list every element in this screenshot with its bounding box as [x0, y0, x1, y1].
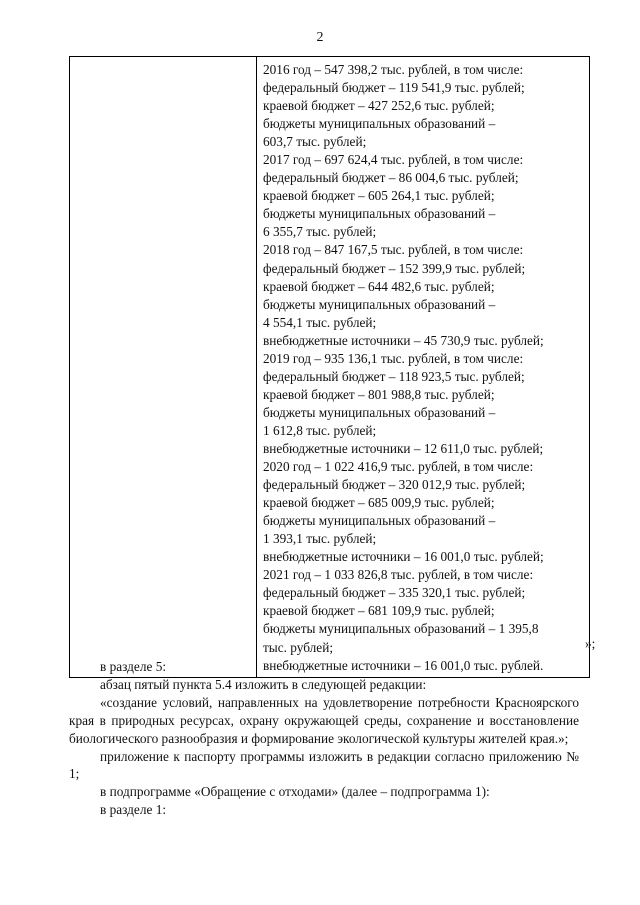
funding-line: 2020 год – 1 022 416,9 тыс. рублей, в том числе: — [263, 459, 534, 475]
subprogram-instruction: в подпрограмме «Обращение с отходами» (далее – подпрограмма 1): — [100, 784, 490, 800]
closing-quote-mark: »; — [585, 636, 596, 651]
funding-line: 603,7 тыс. рублей; — [263, 134, 367, 150]
funding-line: бюджеты муниципальных образований – — [263, 206, 496, 222]
funding-line: федеральный бюджет – 320 012,9 тыс. рублей; — [263, 477, 526, 493]
funding-line: краевой бюджет – 801 988,8 тыс. рублей; — [263, 386, 495, 402]
document-body — [69, 658, 579, 819]
table-row — [70, 57, 590, 678]
quoted-text: «создание условий, направленных на удовлетворение потребности Красноярского края в природных ресурсах, охрану окружающей среды, сохранение и восстановление биологического разнообразия и формирование экологической культуры жителей края.»; — [69, 694, 579, 746]
funding-line: внебюджетные источники – 16 001,0 тыс. рублей. — [263, 657, 544, 673]
section-5-heading: в разделе 5: — [100, 659, 167, 674]
funding-line: 2018 год – 847 167,5 тыс. рублей, в том числе: — [263, 242, 524, 258]
table-cell-label — [70, 57, 257, 678]
funding-line: 4 554,1 тыс. рублей; — [263, 314, 377, 330]
funding-line: внебюджетные источники – 45 730,9 тыс. рублей; — [263, 332, 544, 348]
funding-line: бюджеты муниципальных образований – — [263, 116, 496, 132]
funding-line: краевой бюджет – 605 264,1 тыс. рублей; — [263, 188, 495, 204]
page-number: 2 — [316, 30, 324, 45]
appendix-instruction: приложение к паспорту программы изложить в редакции согласно приложению № 1; — [69, 748, 579, 782]
funding-line: 2019 год – 935 136,1 тыс. рублей, в том числе: — [263, 350, 524, 366]
funding-line: 1 393,1 тыс. рублей; — [263, 531, 377, 547]
table-cell-funding — [257, 57, 590, 678]
funding-line: федеральный бюджет – 335 320,1 тыс. рублей; — [263, 585, 526, 601]
funding-line: 6 355,7 тыс. рублей; — [263, 224, 377, 240]
funding-line: внебюджетные источники – 16 001,0 тыс. рублей; — [263, 549, 544, 565]
funding-line: 2016 год – 547 398,2 тыс. рублей, в том числе: — [263, 62, 524, 77]
funding-line: бюджеты муниципальных образований – 1 395,8 — [263, 621, 539, 637]
paragraph-5-4-instruction: абзац пятый пункта 5.4 изложить в следующей редакции: — [100, 676, 427, 692]
funding-line: бюджеты муниципальных образований – — [263, 296, 496, 312]
funding-line: федеральный бюджет – 152 399,9 тыс. рублей; — [263, 260, 526, 276]
funding-line: федеральный бюджет – 118 923,5 тыс. рублей; — [263, 368, 525, 384]
funding-line: 2021 год – 1 033 826,8 тыс. рублей, в том числе: — [263, 567, 534, 583]
funding-table — [69, 56, 590, 678]
funding-line: федеральный бюджет – 119 541,9 тыс. рублей; — [263, 80, 525, 96]
funding-line: краевой бюджет – 644 482,6 тыс. рублей; — [263, 278, 495, 294]
funding-line: 2017 год – 697 624,4 тыс. рублей, в том числе: — [263, 152, 524, 168]
funding-line: внебюджетные источники – 12 611,0 тыс. рублей; — [263, 440, 544, 456]
funding-line: федеральный бюджет – 86 004,6 тыс. рублей; — [263, 170, 519, 186]
funding-line: краевой бюджет – 681 109,9 тыс. рублей; — [263, 603, 495, 619]
funding-line: 1 612,8 тыс. рублей; — [263, 422, 377, 438]
funding-line: краевой бюджет – 427 252,6 тыс. рублей; — [263, 98, 495, 114]
funding-line: тыс. рублей; — [263, 639, 334, 655]
funding-line: бюджеты муниципальных образований – — [263, 513, 496, 529]
funding-line: краевой бюджет – 685 009,9 тыс. рублей; — [263, 495, 495, 511]
funding-line: бюджеты муниципальных образований – — [263, 404, 496, 420]
section-1-heading: в разделе 1: — [100, 802, 167, 818]
